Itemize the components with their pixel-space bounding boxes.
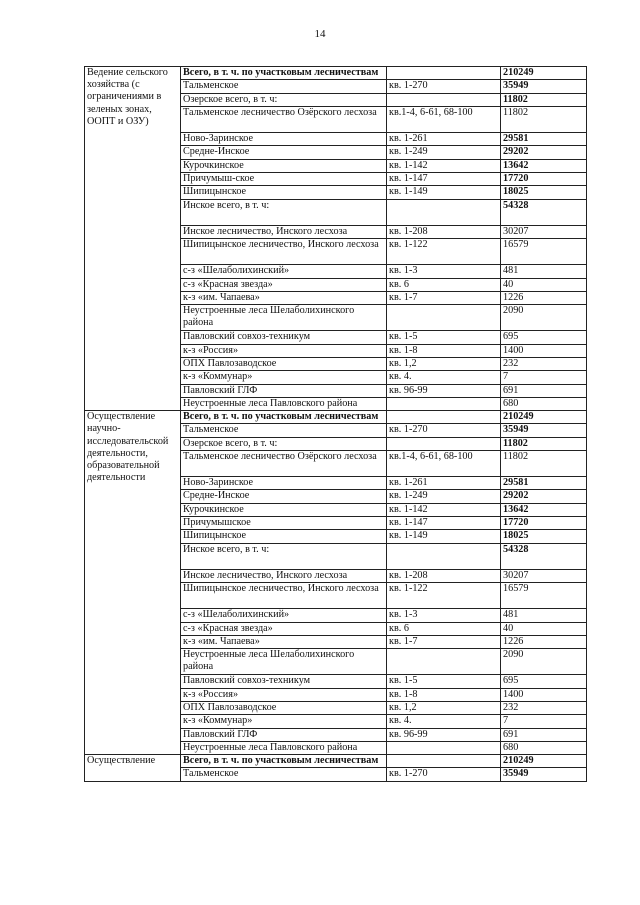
forestry-name-cell: Средне-Инское <box>181 490 387 503</box>
quarters-cell: кв. 1-270 <box>387 424 501 437</box>
quarters-cell: кв. 1-261 <box>387 133 501 146</box>
forestry-name-cell: Ново-Заринское <box>181 133 387 146</box>
forestry-name-cell: Тальменское <box>181 80 387 93</box>
area-cell: 11802 <box>501 106 587 132</box>
forestry-name-cell: Курочкинское <box>181 503 387 516</box>
quarters-cell <box>387 755 501 768</box>
section-name-cell: Осуществление научно-исследовательской деятельности, образовательной деятельности <box>85 411 181 755</box>
area-cell: 680 <box>501 397 587 410</box>
quarters-cell: кв. 1-7 <box>387 635 501 648</box>
quarters-cell: кв. 1-3 <box>387 609 501 622</box>
area-cell: 13642 <box>501 159 587 172</box>
area-cell: 7 <box>501 371 587 384</box>
table-row <box>85 67 587 80</box>
area-cell: 35949 <box>501 768 587 781</box>
quarters-cell <box>387 67 501 80</box>
quarters-cell: кв. 1-5 <box>387 331 501 344</box>
forestry-name-cell: Курочкинское <box>181 159 387 172</box>
forestry-name-cell: Озерское всего, в т. ч: <box>181 437 387 450</box>
forestry-name-cell: Неустроенные леса Шелаболихинского района <box>181 305 387 331</box>
forestry-name-cell: Шипицынское лесничество, Инского лесхоза <box>181 239 387 265</box>
area-cell: 16579 <box>501 583 587 609</box>
area-cell: 16579 <box>501 239 587 265</box>
forestry-name-cell: Инское всего, в т. ч: <box>181 199 387 225</box>
quarters-cell: кв. 1-8 <box>387 344 501 357</box>
section-name-cell: Осуществление <box>85 755 181 782</box>
quarters-cell: кв.1-4, 6-61, 68-100 <box>387 106 501 132</box>
forestry-name-cell: Шипицынское <box>181 530 387 543</box>
forestry-name-cell: Инское лесничество, Инского лесхоза <box>181 569 387 582</box>
quarters-cell <box>387 199 501 225</box>
forestry-name-cell: ОПХ Павлозаводское <box>181 357 387 370</box>
quarters-cell: кв. 4. <box>387 371 501 384</box>
forestry-name-cell: Павловский совхоз-техникум <box>181 331 387 344</box>
forestry-name-cell: Шипицынское лесничество, Инского лесхоза <box>181 583 387 609</box>
area-cell: 29202 <box>501 490 587 503</box>
quarters-cell: кв. 1-5 <box>387 675 501 688</box>
area-cell: 35949 <box>501 80 587 93</box>
forestry-name-cell: Всего, в т. ч. по участковым лесничествам <box>181 755 387 768</box>
area-cell: 481 <box>501 609 587 622</box>
forest-use-table <box>84 66 587 782</box>
quarters-cell <box>387 649 501 675</box>
forestry-name-cell: Неустроенные леса Павловского района <box>181 741 387 754</box>
forestry-name-cell: ОПХ Павлозаводское <box>181 702 387 715</box>
forestry-name-cell: Неустроенные леса Шелаболихинского района <box>181 649 387 675</box>
area-cell: 11802 <box>501 437 587 450</box>
quarters-cell <box>387 305 501 331</box>
quarters-cell: кв. 1-147 <box>387 172 501 185</box>
quarters-cell: кв. 1-249 <box>387 146 501 159</box>
area-cell: 54328 <box>501 199 587 225</box>
forestry-name-cell: Инское лесничество, Инского лесхоза <box>181 225 387 238</box>
area-cell: 1400 <box>501 688 587 701</box>
quarters-cell: кв. 1-142 <box>387 503 501 516</box>
forestry-name-cell: Средне-Инское <box>181 146 387 159</box>
area-cell: 210249 <box>501 411 587 424</box>
quarters-cell: кв. 1-122 <box>387 583 501 609</box>
forestry-name-cell: Ново-Заринское <box>181 477 387 490</box>
quarters-cell <box>387 411 501 424</box>
forestry-name-cell: Всего, в т. ч. по участковым лесничествам <box>181 67 387 80</box>
forestry-name-cell: Причумыш-ское <box>181 172 387 185</box>
forestry-name-cell: к-з «Коммунар» <box>181 715 387 728</box>
quarters-cell <box>387 543 501 569</box>
quarters-cell: кв. 1-249 <box>387 490 501 503</box>
forestry-name-cell: с-з «Красная звезда» <box>181 622 387 635</box>
forestry-name-cell: Шипицынское <box>181 186 387 199</box>
page-number: 14 <box>314 28 326 40</box>
forestry-name-cell: к-з «Коммунар» <box>181 371 387 384</box>
area-cell: 695 <box>501 331 587 344</box>
table-row <box>85 411 587 424</box>
area-cell: 695 <box>501 675 587 688</box>
quarters-cell: кв. 1-270 <box>387 80 501 93</box>
table-row <box>85 755 587 768</box>
area-cell: 7 <box>501 715 587 728</box>
quarters-cell <box>387 93 501 106</box>
area-cell: 35949 <box>501 424 587 437</box>
area-cell: 17720 <box>501 172 587 185</box>
area-cell: 17720 <box>501 517 587 530</box>
area-cell: 40 <box>501 278 587 291</box>
quarters-cell: кв. 1-7 <box>387 291 501 304</box>
area-cell: 40 <box>501 622 587 635</box>
quarters-cell: кв. 1-149 <box>387 186 501 199</box>
area-cell: 680 <box>501 741 587 754</box>
quarters-cell: кв. 6 <box>387 278 501 291</box>
forestry-name-cell: Всего, в т. ч. по участковым лесничествам <box>181 411 387 424</box>
quarters-cell: кв. 1-208 <box>387 569 501 582</box>
area-cell: 2090 <box>501 305 587 331</box>
quarters-cell: кв. 1-142 <box>387 159 501 172</box>
forestry-name-cell: Тальменское лесничество Озёрского лесхоза <box>181 450 387 476</box>
forestry-name-cell: с-з «Красная звезда» <box>181 278 387 291</box>
area-cell: 691 <box>501 728 587 741</box>
forestry-name-cell: Тальменское лесничество Озёрского лесхоза <box>181 106 387 132</box>
quarters-cell: кв. 6 <box>387 622 501 635</box>
quarters-cell: кв. 1-122 <box>387 239 501 265</box>
area-cell: 691 <box>501 384 587 397</box>
forestry-name-cell: с-з «Шелаболихинский» <box>181 609 387 622</box>
quarters-cell <box>387 437 501 450</box>
forestry-name-cell: Тальменское <box>181 424 387 437</box>
area-cell: 18025 <box>501 186 587 199</box>
quarters-cell: кв. 4. <box>387 715 501 728</box>
area-cell: 210249 <box>501 755 587 768</box>
quarters-cell <box>387 741 501 754</box>
area-cell: 13642 <box>501 503 587 516</box>
area-cell: 481 <box>501 265 587 278</box>
area-cell: 1400 <box>501 344 587 357</box>
forestry-name-cell: Неустроенные леса Павловского района <box>181 397 387 410</box>
area-cell: 232 <box>501 702 587 715</box>
area-cell: 30207 <box>501 225 587 238</box>
area-cell: 2090 <box>501 649 587 675</box>
forestry-name-cell: к-з «им. Чапаева» <box>181 635 387 648</box>
quarters-cell <box>387 397 501 410</box>
quarters-cell: кв.1-4, 6-61, 68-100 <box>387 450 501 476</box>
forestry-name-cell: Павловский ГЛФ <box>181 384 387 397</box>
forestry-name-cell: Павловский ГЛФ <box>181 728 387 741</box>
area-cell: 11802 <box>501 450 587 476</box>
area-cell: 29581 <box>501 477 587 490</box>
quarters-cell: кв. 1-208 <box>387 225 501 238</box>
area-cell: 54328 <box>501 543 587 569</box>
quarters-cell: кв. 1-3 <box>387 265 501 278</box>
forestry-name-cell: Причумышское <box>181 517 387 530</box>
section-name-cell: Ведение сельского хозяйства (с ограничениями в зеленых зонах, ООПТ и ОЗУ) <box>85 67 181 411</box>
forestry-name-cell: Озерское всего, в т. ч: <box>181 93 387 106</box>
forestry-name-cell: Павловский совхоз-техникум <box>181 675 387 688</box>
quarters-cell: кв. 1,2 <box>387 357 501 370</box>
quarters-cell: кв. 1-149 <box>387 530 501 543</box>
quarters-cell: кв. 1-8 <box>387 688 501 701</box>
area-cell: 18025 <box>501 530 587 543</box>
area-cell: 210249 <box>501 67 587 80</box>
forestry-name-cell: к-з «им. Чапаева» <box>181 291 387 304</box>
area-cell: 1226 <box>501 291 587 304</box>
quarters-cell: кв. 96-99 <box>387 384 501 397</box>
area-cell: 232 <box>501 357 587 370</box>
area-cell: 1226 <box>501 635 587 648</box>
quarters-cell: кв. 1,2 <box>387 702 501 715</box>
area-cell: 29581 <box>501 133 587 146</box>
area-cell: 29202 <box>501 146 587 159</box>
forestry-name-cell: к-з «Россия» <box>181 344 387 357</box>
quarters-cell: кв. 1-147 <box>387 517 501 530</box>
forestry-name-cell: с-з «Шелаболихинский» <box>181 265 387 278</box>
forestry-name-cell: Тальменское <box>181 768 387 781</box>
forestry-name-cell: Инское всего, в т. ч: <box>181 543 387 569</box>
area-cell: 11802 <box>501 93 587 106</box>
quarters-cell: кв. 1-261 <box>387 477 501 490</box>
area-cell: 30207 <box>501 569 587 582</box>
forestry-name-cell: к-з «Россия» <box>181 688 387 701</box>
quarters-cell: кв. 96-99 <box>387 728 501 741</box>
quarters-cell: кв. 1-270 <box>387 768 501 781</box>
